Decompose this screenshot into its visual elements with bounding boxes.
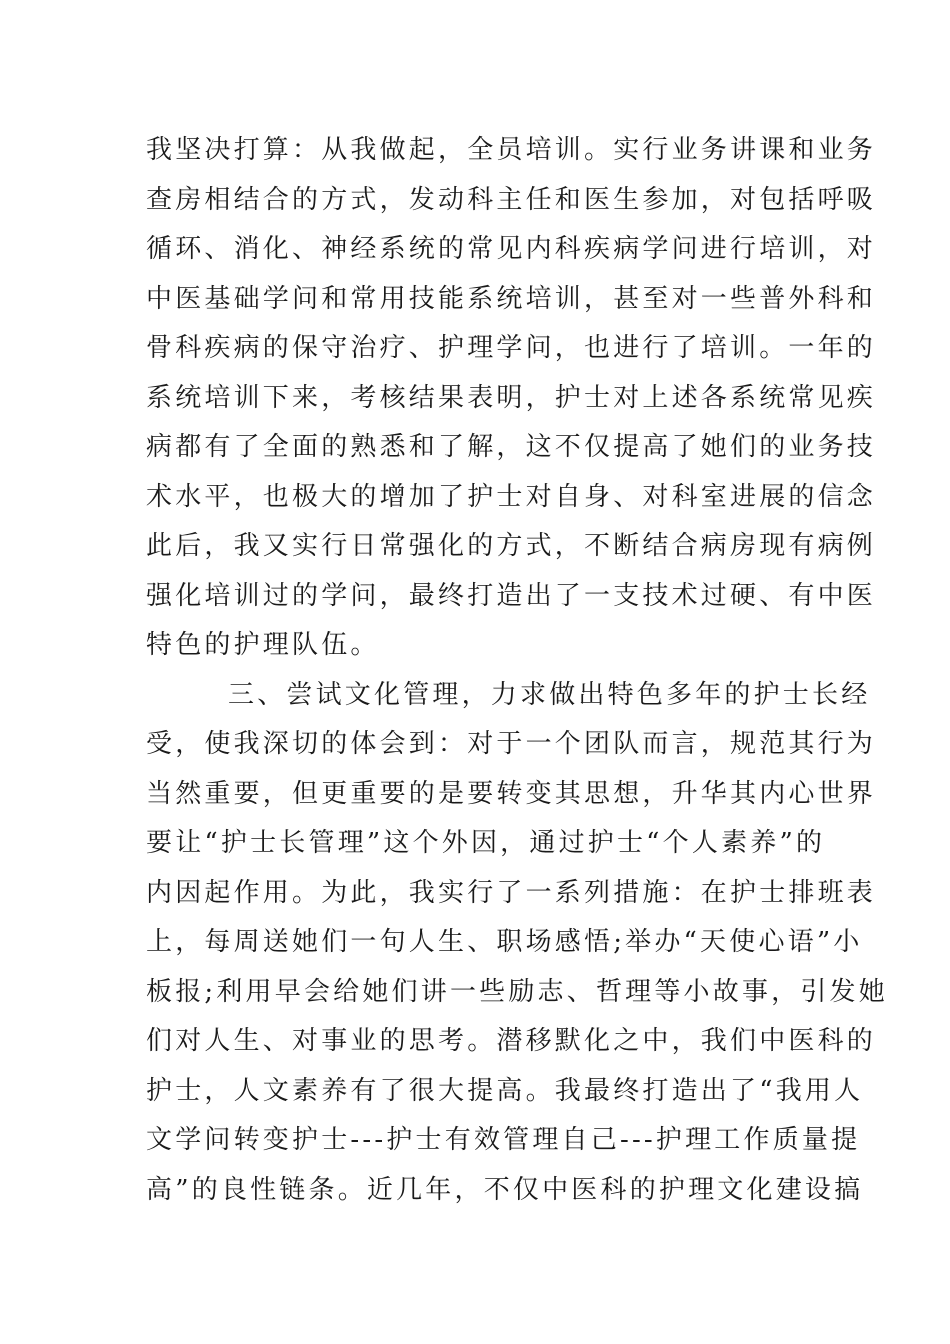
text-line: 要让“护士长管理”这个外因，通过护士“个人素养”的: [146, 828, 826, 858]
text-line: 上，每周送她们一句人生、职场感悟;举办“天使心语”小: [146, 927, 863, 957]
text-line: 我坚决打算：从我做起，全员培训。实行业务讲课和业务: [146, 135, 877, 165]
text-line: 此后，我又实行日常强化的方式，不断结合病房现有病例: [146, 531, 877, 561]
section-heading-line: 三、尝试文化管理，力求做出特色多年的护士长经: [228, 679, 871, 710]
text-line: 受，使我深切的体会到：对于一个团队而言，规范其行为: [146, 729, 877, 759]
text-line: 骨科疾病的保守治疗、护理学问，也进行了培训。一年的: [146, 333, 877, 363]
text-line: 高”的良性链条。近几年，不仅中医科的护理文化建设搞: [146, 1174, 864, 1205]
text-line: 查房相结合的方式，发动科主任和医生参加，对包括呼吸: [146, 184, 877, 215]
text-line: 板报;利用早会给她们讲一些励志、哲理等小故事，引发她: [146, 976, 888, 1007]
text-line: 护士，人文素养有了很大提高。我最终打造出了“我用人: [146, 1075, 864, 1106]
text-line: 病都有了全面的熟悉和了解，这不仅提高了她们的业务技: [146, 432, 877, 462]
text-line: 特色的护理队伍。: [146, 630, 380, 660]
text-line: 们对人生、对事业的思考。潜移默化之中，我们中医科的: [146, 1026, 877, 1056]
text-line: 系统培训下来，考核结果表明，护士对上述各系统常见疾: [146, 382, 877, 413]
text-line: 中医基础学问和常用技能系统培训，甚至对一些普外科和: [146, 283, 877, 314]
text-line: 当然重要，但更重要的是要转变其思想，升华其内心世界: [146, 778, 877, 809]
text-line: 循环、消化、神经系统的常见内科疾病学问进行培训，对: [146, 234, 877, 264]
body-text: [146, 126, 888, 1215]
text-line: 术水平，也极大的增加了护士对自身、对科室进展的信念: [146, 481, 877, 512]
text-line: 强化培训过的学问，最终打造出了一支技术过硬、有中医: [146, 580, 877, 611]
text-line: 文学问转变护士---护士有效管理自己---护理工作质量提: [146, 1125, 861, 1155]
text-line: 内因起作用。为此，我实行了一系列措施：在护士排班表: [146, 877, 877, 908]
